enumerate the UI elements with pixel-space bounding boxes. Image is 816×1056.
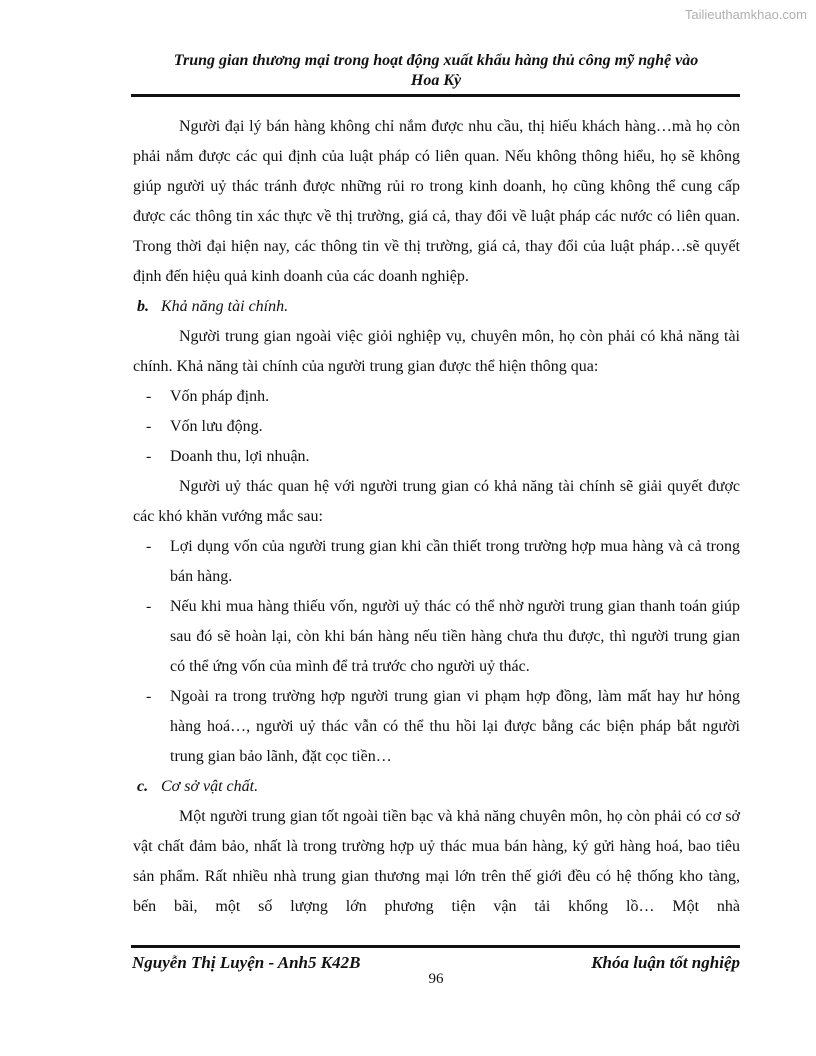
section-heading-b bbox=[133, 292, 740, 322]
paragraph-kha-nang-tai-chinh: Người trung gian ngoài việc giỏi nghiệp vụ, chuyên môn, họ còn phải có khả năng tài chính. Khả năng tài chính của người trung gian được thể hiện thông qua: bbox=[133, 328, 740, 375]
footer-divider bbox=[131, 945, 740, 948]
page-header bbox=[132, 51, 740, 91]
bullet-dash: - bbox=[146, 598, 152, 615]
list-item: - Vốn pháp định. bbox=[133, 382, 740, 412]
bullet-dash: - bbox=[146, 388, 152, 405]
list-item: - Nếu khi mua hàng thiếu vốn, người uỷ thác có thể nhờ người trung gian thanh toán giúp sau đó sẽ hoàn lại, còn khi bán hàng nếu tiền hàng chưa thu được, thì người trung gian có thể ứng vốn của mình để trả trước cho người uỷ thác. bbox=[133, 592, 740, 682]
header-title-line-1: Trung gian thương mại trong hoạt động xuất khẩu hàng thủ công mỹ nghệ vào bbox=[173, 52, 699, 69]
section-title-c: Cơ sở vật chất. bbox=[161, 778, 259, 795]
header-title-line-2: Hoa Kỳ bbox=[410, 72, 462, 89]
list-item: - Lợi dụng vốn của người trung gian khi cần thiết trong trường hợp mua hàng và cả trong bán hàng. bbox=[133, 532, 740, 592]
bullet-dash: - bbox=[146, 448, 152, 465]
bullet-dash: - bbox=[146, 538, 152, 555]
paragraph-nguoi-uy-thac: Người uỷ thác quan hệ với người trung gian có khả năng tài chính sẽ giải quyết được các khó khăn vướng mắc sau: bbox=[133, 478, 740, 525]
bullet-dash: - bbox=[146, 688, 152, 705]
footer-document-type: Khóa luận tốt nghiệp bbox=[591, 953, 740, 972]
page-body bbox=[133, 112, 740, 922]
footer-author: Nguyễn Thị Luyện - Anh5 K42B bbox=[132, 953, 361, 972]
section-letter-c: c. bbox=[137, 778, 149, 795]
section-heading-c bbox=[133, 772, 740, 802]
paragraph-dai-ly: Người đại lý bán hàng không chỉ nắm được nhu cầu, thị hiếu khách hàng…mà họ còn phải nắm được các qui định của luật pháp có liên quan. Nếu không thông hiểu, họ sẽ không giúp người uỷ thác tránh được những rủi ro trong kinh doanh, họ cũng không thể cung cấp được các thông tin xác thực về thị trường, giá cả, thay đổi về luật pháp các nước có liên quan. Trong thời đại hiện nay, các thông tin về thị trường, giá cả, thay đổi của luật pháp…sẽ quyết định đến hiệu quả kinh doanh của các doanh nghiệp. bbox=[133, 118, 740, 285]
list-item: - Ngoài ra trong trường hợp người trung gian vi phạm hợp đồng, làm mất hay hư hỏng hàng hoá…, người uỷ thác vẫn có thể thu hồi lại được bằng các biện pháp bắt người trung gian bảo lãnh, đặt cọc tiền… bbox=[133, 682, 740, 772]
list-item: - Doanh thu, lợi nhuận. bbox=[133, 442, 740, 472]
bullet-dash: - bbox=[146, 418, 152, 435]
watermark: Tailieuthamkhao.com bbox=[684, 7, 807, 22]
header-divider bbox=[131, 94, 740, 97]
page-number: 96 bbox=[428, 971, 444, 987]
list-item: - Vốn lưu động. bbox=[133, 412, 740, 442]
paragraph-co-so-vat-chat: Một người trung gian tốt ngoài tiền bạc và khả năng chuyên môn, họ còn phải có cơ sở vật chất đảm bảo, nhất là trong trường hợp uỷ thác mua bán hàng, ký gửi hàng hoá, bao tiêu sản phẩm. Rất nhiều nhà trung gian thương mại lớn trên thế giới đều có hệ thống kho tàng, bến bãi, một số lượng lớn phương tiện vận tải khổng lồ… Một nhà bbox=[133, 808, 740, 915]
section-title-b: Khả năng tài chính. bbox=[161, 298, 289, 315]
section-letter-b: b. bbox=[137, 298, 149, 315]
